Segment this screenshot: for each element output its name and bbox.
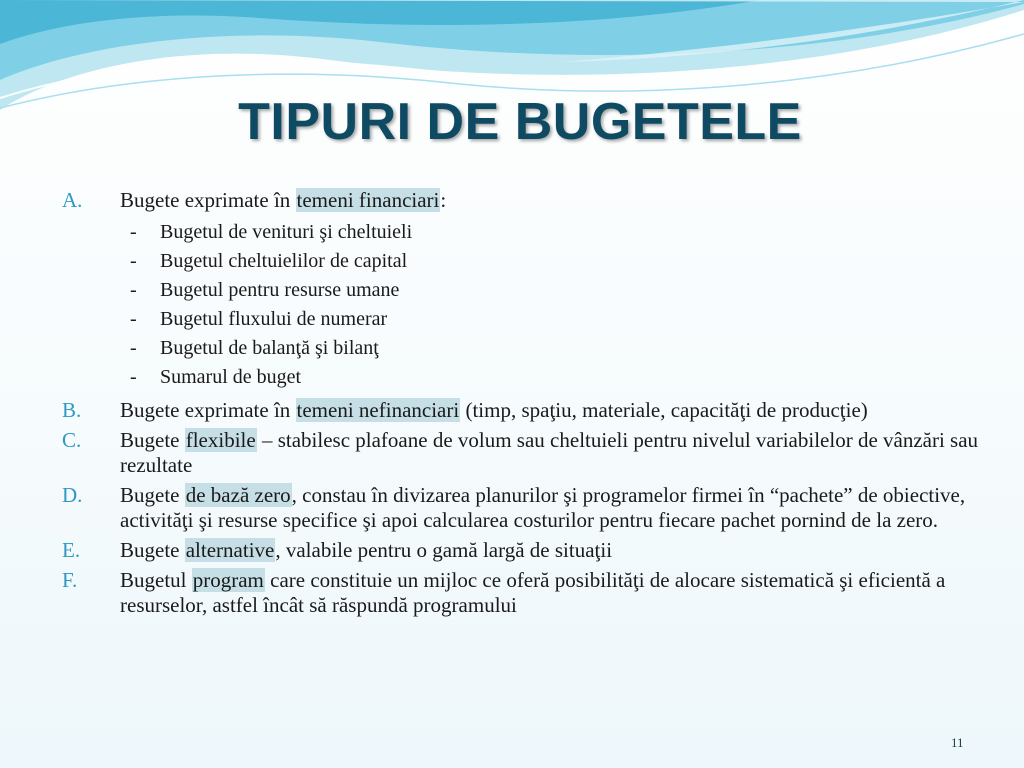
sublist-item: - Bugetul de balanţă şi bilanţ bbox=[62, 334, 982, 363]
sublist-item: - Bugetul fluxului de numerar bbox=[62, 305, 982, 334]
list-item-c: C. Bugete flexibile – stabilesc plafoane de volum sau cheltuieli pentru nivelul variabilelor de vânzări sau rezultate bbox=[62, 428, 979, 477]
highlight-term: program bbox=[192, 568, 264, 592]
dash-marker: - bbox=[130, 221, 137, 243]
highlight-term: flexibile bbox=[185, 428, 256, 452]
list-marker: D. bbox=[62, 483, 83, 507]
sublist-item: - Bugetul de venituri şi cheltuieli bbox=[62, 218, 982, 247]
sublist-item: - Bugetul cheltuielilor de capital bbox=[62, 247, 982, 276]
highlight-term: de bază zero bbox=[185, 483, 291, 507]
highlight-term: alternative bbox=[185, 538, 275, 562]
list-marker: E. bbox=[62, 538, 81, 562]
list-item-a: A. Bugete exprimate în temeni financiari: bbox=[62, 188, 447, 212]
list-marker: A. bbox=[62, 188, 83, 212]
highlight-term: temeni nefinanciari bbox=[296, 398, 460, 422]
list-item-f: F. Bugetul program care constituie un mijloc ce oferă posibilităţi de alocare sistematică şi eficientă a resurselor, astfel încât să răspundă programului bbox=[62, 568, 946, 617]
dash-marker: - bbox=[130, 337, 137, 359]
list-marker: C. bbox=[62, 428, 82, 452]
list-marker: B. bbox=[62, 398, 82, 422]
list-item-e: E. Bugete alternative, valabile pentru o gamă largă de situaţii bbox=[62, 538, 613, 562]
dash-marker: - bbox=[130, 308, 137, 330]
highlight-term: temeni financiari bbox=[296, 188, 440, 212]
dash-marker: - bbox=[130, 250, 137, 272]
dash-marker: - bbox=[130, 366, 137, 388]
sublist bbox=[62, 218, 982, 392]
list-marker: F. bbox=[62, 568, 78, 592]
page-number: 11 bbox=[951, 735, 964, 750]
list-item-d: D. Bugete de bază zero, constau în divizarea planurilor şi programelor firmei în “pachete” de obiective, activităţi şi resurse specifice şi apoi calcularea costurilor pentru fiecare pachet pornind de la zero. bbox=[62, 483, 966, 532]
slide-title: TIPURI DE BUGETELE bbox=[238, 93, 802, 151]
sublist-item: - Sumarul de buget bbox=[62, 363, 982, 392]
slide-content bbox=[62, 188, 982, 623]
sublist-item: - Bugetul pentru resurse umane bbox=[62, 276, 982, 305]
list-item-b: B. Bugete exprimate în temeni nefinanciari (timp, spaţiu, materiale, capacităţi de producţie) bbox=[62, 398, 868, 422]
dash-marker: - bbox=[130, 279, 137, 301]
